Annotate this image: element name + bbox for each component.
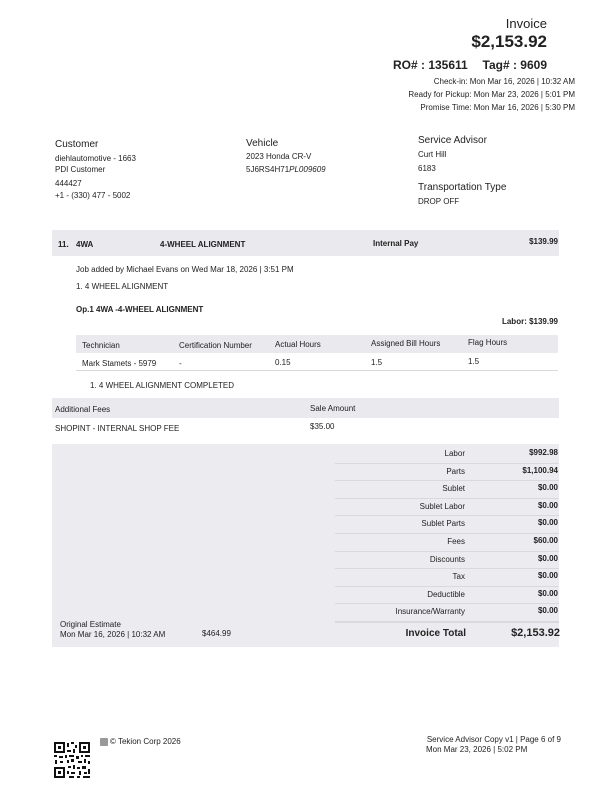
job-labor: Labor: $139.99 [501, 317, 558, 326]
job-op: Op.1 4WA -4-WHEEL ALIGNMENT [76, 305, 204, 314]
job-line1: 1. 4 WHEEL ALIGNMENT [76, 282, 169, 291]
totals-value: $0.00 [537, 588, 558, 598]
invoice-total-label: Invoice Total [405, 628, 466, 639]
vehicle-model: 2023 Honda CR-V [246, 152, 312, 161]
totals-row-divider [335, 498, 559, 499]
totals-value: $0.00 [537, 483, 558, 493]
fees-header-amount: Sale Amount [310, 404, 356, 413]
job-amount: $139.99 [529, 237, 558, 246]
fees-header-label: Additional Fees [55, 405, 111, 414]
check-in-time: Check-in: Mon Mar 16, 2026 | 10:32 AM [433, 77, 575, 86]
footer-timestamp: Mon Mar 23, 2026 | 5:02 PM [426, 745, 528, 754]
advisor-title: Service Advisor [418, 135, 487, 146]
totals-row-divider [335, 568, 559, 569]
customer-line3: 444427 [55, 179, 82, 188]
promise-time: Promise Time: Mon Mar 16, 2026 | 5:30 PM [420, 103, 575, 112]
fees-header [52, 398, 559, 418]
totals-last-divider [335, 622, 559, 623]
qr-code [53, 741, 91, 779]
totals-value: $0.00 [537, 553, 558, 563]
tech-actual-hours: 0.15 [275, 358, 291, 367]
totals-row-divider [335, 586, 559, 587]
job-header-bar [52, 230, 559, 256]
customer-phone: +1 - (330) 477 - 5002 [55, 191, 131, 200]
totals-value: $992.98 [529, 448, 558, 457]
job-number: 11. [58, 240, 69, 249]
job-added-by: Job added by Michael Evans on Wed Mar 18, 2026 | 3:51 PM [76, 265, 294, 274]
transport-title: Transportation Type [418, 182, 507, 193]
tech-assigned-hours: 1.5 [371, 358, 383, 367]
totals-row-divider [335, 603, 559, 604]
totals-label: Discounts [429, 554, 465, 564]
totals-value: $0.00 [537, 518, 558, 528]
tech-col-actual: Actual Hours [275, 340, 321, 349]
totals-row-divider [335, 480, 559, 481]
doc-type: Invoice [505, 16, 547, 31]
tech-flag-hours: 1.5 [468, 357, 480, 366]
vin-suffix: PL009609 [289, 165, 326, 174]
totals-label: Labor [444, 449, 465, 458]
advisor-name: Curt Hill [418, 150, 447, 159]
fee-row-amount: $35.00 [310, 422, 335, 431]
transport-value: DROP OFF [418, 197, 460, 206]
tech-cert: - [179, 359, 182, 368]
tech-col-technician: Technician [82, 341, 120, 350]
totals-label: Sublet [442, 484, 465, 494]
totals-value: $0.00 [537, 500, 558, 510]
totals-label: Tax [452, 572, 465, 582]
ro-number: RO# : 135611 [393, 58, 468, 72]
totals-box [52, 444, 559, 647]
vehicle-vin [246, 165, 326, 174]
customer-title: Customer [55, 139, 99, 150]
tech-col-flag: Flag Hours [468, 338, 508, 347]
tag-number: Tag# : 9609 [482, 58, 547, 72]
totals-value: $0.00 [537, 606, 558, 616]
totals-label: Sublet Labor [419, 501, 465, 511]
totals-label: Parts [446, 466, 465, 476]
totals-value: $0.00 [537, 571, 558, 581]
totals-label: Fees [447, 537, 465, 546]
vehicle-title: Vehicle [246, 138, 279, 149]
invoice-total-value: $2,153.92 [511, 627, 560, 639]
invoice-total-header: $2,153.92 [471, 32, 547, 51]
customer-line1: diehlautomotive - 1663 [55, 154, 136, 163]
estimate-date: Mon Mar 16, 2026 | 10:32 AM [60, 630, 166, 639]
estimate-title: Original Estimate [60, 620, 121, 629]
job-code: 4WA [76, 240, 94, 249]
tekion-logo-icon [100, 738, 108, 746]
totals-label: Deductible [427, 589, 465, 599]
totals-value: $60.00 [533, 536, 558, 545]
job-name: 4-WHEEL ALIGNMENT [160, 240, 246, 249]
fee-row-label: SHOPINT - INTERNAL SHOP FEE [55, 424, 180, 433]
footer-copyright: © Tekion Corp 2026 [110, 737, 181, 746]
totals-row-divider [335, 463, 559, 464]
job-pay-type: Internal Pay [373, 239, 419, 248]
totals-row-divider [335, 515, 559, 516]
customer-line2: PDI Customer [55, 165, 106, 174]
estimate-amount: $464.99 [202, 629, 231, 638]
advisor-id: 6183 [418, 164, 436, 173]
totals-row-divider [335, 551, 559, 552]
totals-row-divider [335, 533, 559, 534]
totals-value: $1,100.94 [522, 465, 558, 475]
job-completed: 1. 4 WHEEL ALIGNMENT COMPLETED [90, 381, 235, 390]
ready-for-pickup-time: Ready for Pickup: Mon Mar 23, 2026 | 5:01 PM [408, 90, 575, 99]
totals-label: Insurance/Warranty [395, 607, 465, 617]
vin-prefix: 5J6RS4H71 [246, 165, 290, 174]
tech-col-cert: Certification Number [179, 341, 252, 350]
footer-copy-info: Service Advisor Copy v1 | Page 6 of 9 [426, 735, 561, 744]
tech-name: Mark Stamets - 5979 [82, 359, 157, 368]
totals-label: Sublet Parts [421, 519, 465, 529]
tech-col-assigned: Assigned Bill Hours [371, 339, 441, 348]
tech-row-divider [76, 370, 558, 371]
